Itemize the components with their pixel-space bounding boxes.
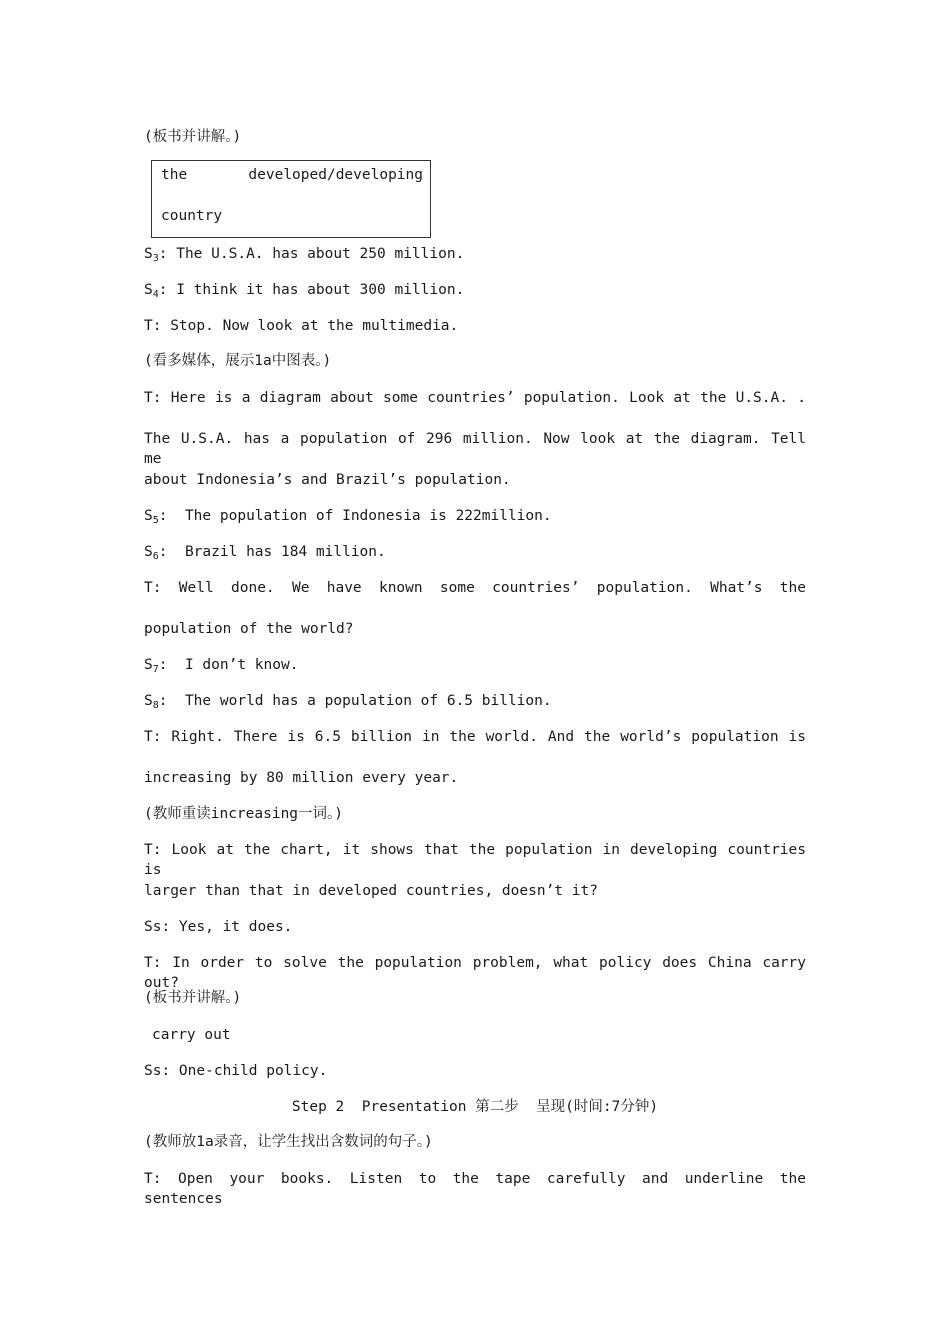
dialogue-t2-line1: T: Here is a diagram about some countries’ population. Look at the U.S.A. . [144,390,806,406]
speaker-subscript: 3 [152,253,159,264]
dialogue-t4-line2: increasing by 80 million every year. [144,770,459,786]
dialogue-s4: $S_4$: I think it has about 300 million. [144,282,465,300]
dialogue-text: : The U.S.A. has about 250 million. [158,246,465,262]
dialogue-t7: T: Open your books. Listen to the tape carefully and underline the sentences [144,1171,806,1207]
blackboard-line-2: country [161,208,223,224]
board-phrase: carry out [152,1027,231,1043]
dialogue-t5-line2: larger than that in developed countries, doesn’t it? [144,883,598,899]
speaker-subscript: 5 [152,515,159,526]
dialogue-t1: T: Stop. Now look at the multimedia. [144,318,459,334]
dialogue-t4-line1: T: Right. There is 6.5 billion in the world. And the world’s population is [144,729,806,745]
dialogue-text: : I think it has about 300 million. [158,282,465,298]
dialogue-t3-line1: T: Well done. We have known some countries’ population. What’s the [144,580,806,596]
note-board-explain-1: (板书并讲解。) [144,129,242,145]
speaker-subscript: 6 [152,551,159,562]
dialogue-t2-line3: about Indonesia’s and Brazil’s population. [144,472,511,488]
dialogue-t2-line2: The U.S.A. has a population of 296 million. Now look at the diagram. Tell me [144,431,806,467]
speaker-subscript: 8 [152,700,159,711]
dialogue-s8: $S_8$: The world has a population of 6.5 billion. [144,693,552,711]
dialogue-s6: $S_6$: Brazil has 184 million. [144,544,386,562]
note-board-explain-2: (板书并讲解。) [144,990,242,1006]
dialogue-text: : The population of Indonesia is 222million. [158,508,552,524]
blackboard-box [151,160,431,238]
dialogue-t3-line2: population of the world? [144,621,354,637]
speaker-subscript: 7 [152,664,159,675]
note-reread: (教师重读increasing一词。) [144,806,344,822]
note-multimedia: (看多媒体，展示1a中图表。) [144,353,332,369]
section-heading: Step 2 Presentation 第二步 呈现(时间:7分钟) [291,1099,659,1115]
dialogue-s5: $S_5$: The population of Indonesia is 222million. [144,508,552,526]
dialogue-t6: T: In order to solve the population problem, what policy does China carry out? [144,955,806,991]
dialogue-ss1: Ss: Yes, it does. [144,919,293,935]
dialogue-ss2: Ss: One-child policy. [144,1063,328,1079]
speaker-subscript: 4 [152,289,159,300]
dialogue-text: : The world has a population of 6.5 billion. [158,693,552,709]
dialogue-s7: $S_7$: I don’t know. [144,657,299,675]
dialogue-text: : I don’t know. [158,657,299,673]
blackboard-line-1: the developed/developing [161,167,423,183]
dialogue-t5-line1: T: Look at the chart, it shows that the population in developing countries is [144,842,806,878]
note-play-tape: (教师放1a录音，让学生找出含数词的句子。) [144,1134,433,1150]
dialogue-s3: $S_3$: The U.S.A. has about 250 million. [144,246,465,264]
dialogue-text: : Brazil has 184 million. [158,544,386,560]
